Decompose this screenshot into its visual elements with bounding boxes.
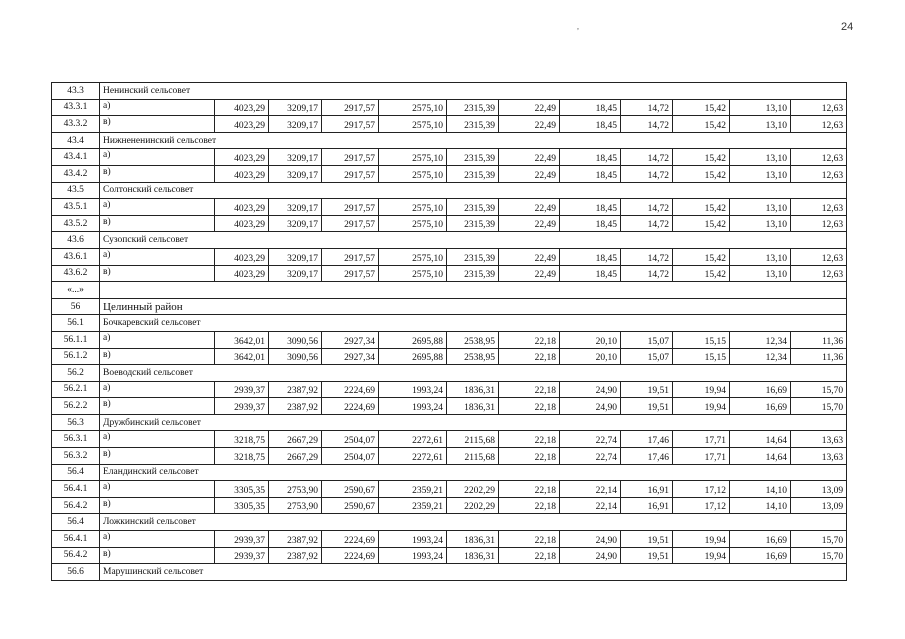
row-code: 43.5: [52, 182, 100, 199]
row-code: «...»: [52, 282, 100, 299]
value-cell: 1836,31: [447, 398, 499, 415]
value-cell: 15,15: [673, 331, 730, 348]
row-label: в): [100, 547, 215, 564]
value-cell: 2115,68: [447, 431, 499, 448]
value-cell: 2272,61: [379, 448, 447, 465]
value-cell: 22,49: [499, 265, 560, 282]
value-cell: 22,18: [499, 331, 560, 348]
value-cell: 2939,37: [215, 398, 269, 415]
section-row: [52, 464, 847, 481]
value-cell: 3209,17: [269, 99, 322, 116]
value-cell: 17,46: [621, 448, 673, 465]
data-row: [52, 398, 847, 415]
value-cell: 2939,37: [215, 531, 269, 548]
value-cell: 3305,35: [215, 481, 269, 498]
value-cell: 4023,29: [215, 215, 269, 232]
value-cell: 3209,17: [269, 215, 322, 232]
section-name: Дружбинский сельсовет: [100, 414, 847, 431]
value-cell: 2387,92: [269, 398, 322, 415]
value-cell: 19,94: [673, 381, 730, 398]
row-code: 43.5.1: [52, 199, 100, 216]
value-cell: 15,70: [791, 398, 847, 415]
value-cell: 15,70: [791, 547, 847, 564]
value-cell: 2202,29: [447, 497, 499, 514]
value-cell: 22,49: [499, 215, 560, 232]
value-cell: 14,72: [621, 215, 673, 232]
value-cell: 18,45: [560, 215, 621, 232]
value-cell: 22,18: [499, 481, 560, 498]
value-cell: 3209,17: [269, 165, 322, 182]
row-label: в): [100, 215, 215, 232]
value-cell: 15,42: [673, 199, 730, 216]
value-cell: 2575,10: [379, 165, 447, 182]
value-cell: 2224,69: [322, 531, 379, 548]
value-cell: 17,12: [673, 481, 730, 498]
value-cell: 3209,17: [269, 265, 322, 282]
value-cell: 22,18: [499, 531, 560, 548]
section-name: Солтонский сельсовет: [100, 182, 847, 199]
section-row: [52, 232, 847, 249]
value-cell: 14,72: [621, 199, 673, 216]
value-cell: 2695,88: [379, 331, 447, 348]
value-cell: 16,69: [730, 531, 791, 548]
value-cell: 16,91: [621, 481, 673, 498]
value-cell: 14,72: [621, 165, 673, 182]
value-cell: 15,42: [673, 165, 730, 182]
data-row: [52, 149, 847, 166]
value-cell: 4023,29: [215, 265, 269, 282]
row-code: 56.2.1: [52, 381, 100, 398]
value-cell: 4023,29: [215, 165, 269, 182]
value-cell: 2575,10: [379, 149, 447, 166]
row-code: 43.3: [52, 83, 100, 100]
value-cell: 13,10: [730, 165, 791, 182]
value-cell: 15,15: [673, 348, 730, 365]
value-cell: 2115,68: [447, 448, 499, 465]
value-cell: 24,90: [560, 381, 621, 398]
value-cell: 3090,56: [269, 331, 322, 348]
section-name: Бочкаревский сельсовет: [100, 315, 847, 332]
value-cell: 16,91: [621, 497, 673, 514]
value-cell: 13,63: [791, 448, 847, 465]
district-name: Целинный район: [100, 298, 847, 315]
value-cell: 13,63: [791, 431, 847, 448]
value-cell: 3209,17: [269, 116, 322, 133]
value-cell: 1836,31: [447, 547, 499, 564]
value-cell: 2315,39: [447, 215, 499, 232]
row-code: 56.4.2: [52, 547, 100, 564]
data-row: [52, 431, 847, 448]
value-cell: 13,10: [730, 248, 791, 265]
value-cell: 19,94: [673, 398, 730, 415]
value-cell: 2272,61: [379, 431, 447, 448]
value-cell: 4023,29: [215, 149, 269, 166]
value-cell: 14,64: [730, 448, 791, 465]
section-row: [52, 414, 847, 431]
row-label: а): [100, 99, 215, 116]
data-row: [52, 265, 847, 282]
value-cell: 13,10: [730, 149, 791, 166]
section-row: [52, 182, 847, 199]
value-cell: 18,45: [560, 99, 621, 116]
ellipsis-row: [52, 282, 847, 299]
value-cell: 14,72: [621, 265, 673, 282]
value-cell: 15,42: [673, 248, 730, 265]
value-cell: 2575,10: [379, 248, 447, 265]
value-cell: 22,74: [560, 448, 621, 465]
row-code: 43.3.1: [52, 99, 100, 116]
value-cell: 4023,29: [215, 248, 269, 265]
value-cell: 12,63: [791, 99, 847, 116]
value-cell: 12,34: [730, 348, 791, 365]
value-cell: 2917,57: [322, 149, 379, 166]
value-cell: 14,72: [621, 248, 673, 265]
value-cell: 15,70: [791, 381, 847, 398]
row-code: 43.4.2: [52, 165, 100, 182]
value-cell: 2387,92: [269, 547, 322, 564]
row-code: 56.4.1: [52, 531, 100, 548]
value-cell: 22,74: [560, 431, 621, 448]
ellipsis-filler: [100, 282, 847, 299]
value-cell: 2224,69: [322, 381, 379, 398]
value-cell: 2315,39: [447, 199, 499, 216]
value-cell: 2504,07: [322, 431, 379, 448]
section-name: Еландинский сельсовет: [100, 464, 847, 481]
tariff-table: [51, 82, 847, 581]
value-cell: 2927,34: [322, 331, 379, 348]
row-label: в): [100, 348, 215, 365]
page-mark: ,: [577, 22, 579, 31]
value-cell: 2695,88: [379, 348, 447, 365]
value-cell: 14,72: [621, 149, 673, 166]
row-label: в): [100, 265, 215, 282]
value-cell: 2667,29: [269, 431, 322, 448]
data-row: [52, 99, 847, 116]
value-cell: 2359,21: [379, 497, 447, 514]
value-cell: 3642,01: [215, 331, 269, 348]
value-cell: 22,14: [560, 497, 621, 514]
value-cell: 19,51: [621, 531, 673, 548]
value-cell: 13,09: [791, 497, 847, 514]
row-code: 56.6: [52, 564, 100, 581]
row-code: 56.3: [52, 414, 100, 431]
row-code: 56.1: [52, 315, 100, 332]
value-cell: 18,45: [560, 165, 621, 182]
value-cell: 2538,95: [447, 331, 499, 348]
value-cell: 18,45: [560, 199, 621, 216]
data-row: [52, 531, 847, 548]
value-cell: 11,36: [791, 348, 847, 365]
value-cell: 1836,31: [447, 531, 499, 548]
row-label: а): [100, 381, 215, 398]
row-label: а): [100, 149, 215, 166]
value-cell: 14,72: [621, 99, 673, 116]
value-cell: 20,10: [560, 331, 621, 348]
value-cell: 2575,10: [379, 265, 447, 282]
value-cell: 12,63: [791, 215, 847, 232]
value-cell: 1993,24: [379, 531, 447, 548]
value-cell: 12,63: [791, 265, 847, 282]
value-cell: 15,07: [621, 348, 673, 365]
value-cell: 3209,17: [269, 248, 322, 265]
row-code: 56: [52, 298, 100, 315]
row-code: 56.3.2: [52, 448, 100, 465]
value-cell: 24,90: [560, 547, 621, 564]
row-code: 43.6: [52, 232, 100, 249]
row-code: 43.5.2: [52, 215, 100, 232]
value-cell: 22,18: [499, 497, 560, 514]
section-row: [52, 315, 847, 332]
value-cell: 17,71: [673, 448, 730, 465]
value-cell: 19,51: [621, 547, 673, 564]
value-cell: 22,49: [499, 116, 560, 133]
row-label: а): [100, 199, 215, 216]
row-code: 43.6.1: [52, 248, 100, 265]
section-name: Марушинский сельсовет: [100, 564, 847, 581]
value-cell: 2315,39: [447, 116, 499, 133]
value-cell: 2917,57: [322, 116, 379, 133]
value-cell: 2315,39: [447, 265, 499, 282]
value-cell: 2753,90: [269, 497, 322, 514]
table-body: [52, 83, 847, 581]
district-row: [52, 298, 847, 315]
row-label: а): [100, 431, 215, 448]
section-row: [52, 564, 847, 581]
data-row: [52, 547, 847, 564]
value-cell: 2917,57: [322, 99, 379, 116]
value-cell: 19,51: [621, 381, 673, 398]
value-cell: 2917,57: [322, 248, 379, 265]
value-cell: 18,45: [560, 116, 621, 133]
data-row: [52, 497, 847, 514]
row-label: в): [100, 116, 215, 133]
section-name: Ложкинский сельсовет: [100, 514, 847, 531]
row-code: 56.2: [52, 365, 100, 382]
value-cell: 2224,69: [322, 547, 379, 564]
value-cell: 11,36: [791, 331, 847, 348]
row-code: 56.1.2: [52, 348, 100, 365]
row-label: в): [100, 398, 215, 415]
row-label: в): [100, 497, 215, 514]
section-row: [52, 132, 847, 149]
value-cell: 14,64: [730, 431, 791, 448]
value-cell: 2315,39: [447, 99, 499, 116]
value-cell: 24,90: [560, 398, 621, 415]
value-cell: 19,51: [621, 398, 673, 415]
value-cell: 3218,75: [215, 448, 269, 465]
row-label: а): [100, 481, 215, 498]
value-cell: 22,18: [499, 398, 560, 415]
row-code: 56.1.1: [52, 331, 100, 348]
value-cell: 2939,37: [215, 547, 269, 564]
value-cell: 15,42: [673, 116, 730, 133]
value-cell: 2202,29: [447, 481, 499, 498]
value-cell: 13,10: [730, 215, 791, 232]
value-cell: 2224,69: [322, 398, 379, 415]
data-row: [52, 248, 847, 265]
value-cell: 15,07: [621, 331, 673, 348]
row-code: 56.4.2: [52, 497, 100, 514]
value-cell: 15,70: [791, 531, 847, 548]
value-cell: 2575,10: [379, 116, 447, 133]
section-row: [52, 83, 847, 100]
value-cell: 19,94: [673, 547, 730, 564]
value-cell: 4023,29: [215, 199, 269, 216]
section-name: Нижнененинский сельсовет: [100, 132, 847, 149]
section-name: Ненинский сельсовет: [100, 83, 847, 100]
value-cell: 22,18: [499, 547, 560, 564]
data-row: [52, 165, 847, 182]
value-cell: 2387,92: [269, 381, 322, 398]
value-cell: 2917,57: [322, 165, 379, 182]
value-cell: 14,72: [621, 116, 673, 133]
row-code: 43.3.2: [52, 116, 100, 133]
value-cell: 16,69: [730, 547, 791, 564]
value-cell: 2315,39: [447, 248, 499, 265]
value-cell: 2917,57: [322, 265, 379, 282]
value-cell: 2939,37: [215, 381, 269, 398]
value-cell: 18,45: [560, 265, 621, 282]
value-cell: 14,10: [730, 497, 791, 514]
value-cell: 15,42: [673, 265, 730, 282]
value-cell: 15,42: [673, 215, 730, 232]
value-cell: 2359,21: [379, 481, 447, 498]
section-row: [52, 365, 847, 382]
value-cell: 19,94: [673, 531, 730, 548]
value-cell: 20,10: [560, 348, 621, 365]
value-cell: 22,49: [499, 99, 560, 116]
value-cell: 18,45: [560, 149, 621, 166]
value-cell: 2753,90: [269, 481, 322, 498]
value-cell: 16,69: [730, 398, 791, 415]
row-code: 43.4.1: [52, 149, 100, 166]
row-label: а): [100, 531, 215, 548]
data-row: [52, 481, 847, 498]
value-cell: 3218,75: [215, 431, 269, 448]
value-cell: 12,63: [791, 165, 847, 182]
value-cell: 24,90: [560, 531, 621, 548]
value-cell: 22,49: [499, 149, 560, 166]
value-cell: 4023,29: [215, 116, 269, 133]
data-row: [52, 348, 847, 365]
value-cell: 2917,57: [322, 199, 379, 216]
data-row: [52, 215, 847, 232]
value-cell: 12,63: [791, 149, 847, 166]
value-cell: 1993,24: [379, 381, 447, 398]
value-cell: 17,46: [621, 431, 673, 448]
value-cell: 12,63: [791, 199, 847, 216]
value-cell: 15,42: [673, 149, 730, 166]
row-label: а): [100, 248, 215, 265]
value-cell: 3642,01: [215, 348, 269, 365]
value-cell: 17,71: [673, 431, 730, 448]
data-row: [52, 331, 847, 348]
value-cell: 18,45: [560, 248, 621, 265]
value-cell: 22,18: [499, 431, 560, 448]
value-cell: 16,69: [730, 381, 791, 398]
value-cell: 17,12: [673, 497, 730, 514]
value-cell: 4023,29: [215, 99, 269, 116]
row-code: 56.4: [52, 514, 100, 531]
page-number: 24: [841, 21, 854, 33]
row-label: в): [100, 165, 215, 182]
value-cell: 2315,39: [447, 165, 499, 182]
value-cell: 13,10: [730, 99, 791, 116]
row-label: а): [100, 331, 215, 348]
row-code: 56.2.2: [52, 398, 100, 415]
value-cell: 3209,17: [269, 199, 322, 216]
value-cell: 22,18: [499, 448, 560, 465]
value-cell: 22,18: [499, 381, 560, 398]
value-cell: 1993,24: [379, 547, 447, 564]
value-cell: 3090,56: [269, 348, 322, 365]
value-cell: 1993,24: [379, 398, 447, 415]
value-cell: 2387,92: [269, 531, 322, 548]
value-cell: 2667,29: [269, 448, 322, 465]
value-cell: 13,10: [730, 199, 791, 216]
value-cell: 22,49: [499, 248, 560, 265]
value-cell: 14,10: [730, 481, 791, 498]
value-cell: 2575,10: [379, 99, 447, 116]
row-label: в): [100, 448, 215, 465]
row-code: 56.3.1: [52, 431, 100, 448]
value-cell: 3305,35: [215, 497, 269, 514]
value-cell: 2927,34: [322, 348, 379, 365]
row-code: 56.4: [52, 464, 100, 481]
section-name: Воеводский сельсовет: [100, 365, 847, 382]
value-cell: 13,10: [730, 116, 791, 133]
value-cell: 2538,95: [447, 348, 499, 365]
value-cell: 13,10: [730, 265, 791, 282]
row-code: 43.6.2: [52, 265, 100, 282]
row-code: 43.4: [52, 132, 100, 149]
data-row: [52, 199, 847, 216]
section-row: [52, 514, 847, 531]
value-cell: 2590,67: [322, 481, 379, 498]
data-row: [52, 116, 847, 133]
row-code: 56.4.1: [52, 481, 100, 498]
value-cell: 22,49: [499, 199, 560, 216]
value-cell: 2575,10: [379, 215, 447, 232]
data-row: [52, 381, 847, 398]
value-cell: 2575,10: [379, 199, 447, 216]
value-cell: 1836,31: [447, 381, 499, 398]
value-cell: 12,63: [791, 248, 847, 265]
data-row: [52, 448, 847, 465]
value-cell: 22,49: [499, 165, 560, 182]
value-cell: 22,18: [499, 348, 560, 365]
value-cell: 2315,39: [447, 149, 499, 166]
value-cell: 2917,57: [322, 215, 379, 232]
value-cell: 2504,07: [322, 448, 379, 465]
value-cell: 3209,17: [269, 149, 322, 166]
section-name: Сузопский сельсовет: [100, 232, 847, 249]
value-cell: 13,09: [791, 481, 847, 498]
value-cell: 22,14: [560, 481, 621, 498]
value-cell: 12,63: [791, 116, 847, 133]
value-cell: 15,42: [673, 99, 730, 116]
value-cell: 2590,67: [322, 497, 379, 514]
value-cell: 12,34: [730, 331, 791, 348]
